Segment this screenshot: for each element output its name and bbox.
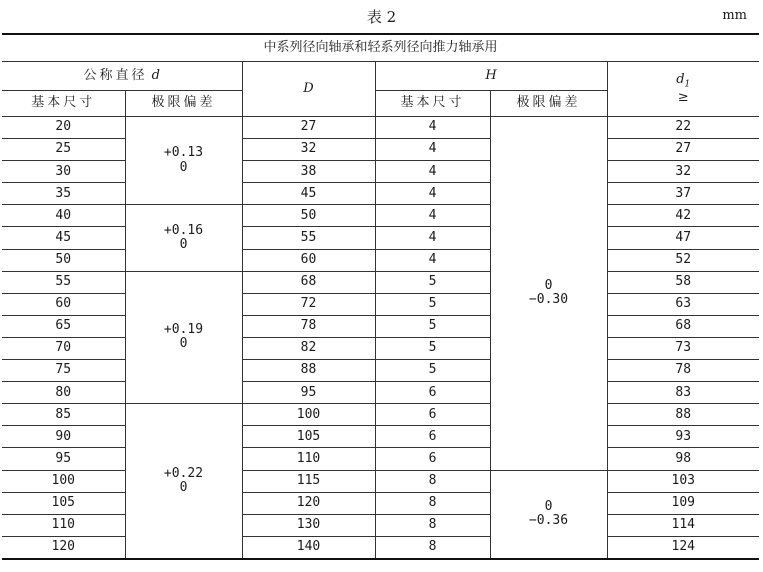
cell-d: 25 — [2, 139, 125, 161]
cell-d1: 83 — [607, 382, 759, 404]
cell-H: 8 — [375, 492, 490, 514]
header-H-limit-deviation: 极限偏差 — [490, 91, 607, 117]
cell-d: 70 — [2, 337, 125, 359]
header-H: H — [375, 62, 607, 91]
cell-d: 110 — [2, 514, 125, 536]
cell-d: 100 — [2, 470, 125, 492]
cell-d1: 47 — [607, 227, 759, 249]
cell-d: 120 — [2, 536, 125, 559]
cell-d: 75 — [2, 360, 125, 382]
table-row — [2, 536, 759, 559]
cell-d: 80 — [2, 382, 125, 404]
cell-d1: 88 — [607, 404, 759, 426]
d-tol-lower: 0 — [179, 480, 188, 496]
cell-d: 40 — [2, 205, 125, 227]
cell-H: 5 — [375, 271, 490, 293]
cell-H: 8 — [375, 470, 490, 492]
cell-D: 115 — [242, 470, 375, 492]
table-title: 中系列径向轴承和轻系列径向推力轴承用 — [2, 34, 759, 62]
table-row — [2, 382, 759, 404]
table-row — [2, 337, 759, 359]
table-row — [2, 448, 759, 470]
cell-H: 4 — [375, 227, 490, 249]
cell-H: 4 — [375, 117, 490, 139]
cell-d1: 114 — [607, 514, 759, 536]
d-tol-upper: +0.22 — [163, 465, 204, 481]
cell-D: 95 — [242, 382, 375, 404]
cell-d: 90 — [2, 426, 125, 448]
cell-H-tolerance — [490, 117, 607, 471]
table-row — [2, 139, 759, 161]
header-d-limit-deviation: 极限偏差 — [125, 91, 242, 117]
cell-d: 35 — [2, 183, 125, 205]
cell-d1: 109 — [607, 492, 759, 514]
d-tol-lower: 0 — [179, 237, 188, 253]
cell-H: 4 — [375, 139, 490, 161]
table-row — [2, 470, 759, 492]
cell-d-tolerance — [125, 404, 242, 559]
header-nominal-diameter-label: 公称直径 — [83, 67, 148, 83]
cell-H: 4 — [375, 161, 490, 183]
cell-D: 120 — [242, 492, 375, 514]
cell-d: 45 — [2, 227, 125, 249]
table-row — [2, 492, 759, 514]
header-H-basic-size: 基本尺寸 — [375, 91, 490, 117]
cell-d1: 32 — [607, 161, 759, 183]
cell-d-tolerance — [125, 117, 242, 205]
cell-D: 130 — [242, 514, 375, 536]
table-row — [2, 161, 759, 183]
cell-d1: 68 — [607, 315, 759, 337]
cell-D: 110 — [242, 448, 375, 470]
cell-H: 6 — [375, 426, 490, 448]
cell-D: 72 — [242, 293, 375, 315]
cell-d: 50 — [2, 249, 125, 271]
cell-d1: 93 — [607, 426, 759, 448]
header-d-symbol: d — [151, 67, 160, 83]
d-tol-upper: +0.19 — [163, 322, 204, 338]
d-tol-upper: +0.16 — [163, 222, 204, 238]
table-row — [2, 271, 759, 293]
H-tol-lower: −0.36 — [528, 513, 569, 529]
cell-D: 50 — [242, 205, 375, 227]
cell-d1: 78 — [607, 360, 759, 382]
header-d1-subscript: 1 — [684, 79, 691, 90]
H-tol-lower: −0.30 — [528, 292, 569, 308]
cell-H: 4 — [375, 205, 490, 227]
unit-label: mm — [722, 8, 747, 23]
cell-D: 32 — [242, 139, 375, 161]
header-D: D — [242, 62, 375, 117]
cell-d: 30 — [2, 161, 125, 183]
cell-d: 55 — [2, 271, 125, 293]
table-row — [2, 183, 759, 205]
cell-H: 4 — [375, 183, 490, 205]
cell-d1: 52 — [607, 249, 759, 271]
cell-H: 8 — [375, 536, 490, 559]
bearing-dimension-table — [2, 33, 759, 560]
table-row — [2, 404, 759, 426]
cell-D: 27 — [242, 117, 375, 139]
cell-D: 100 — [242, 404, 375, 426]
table-row — [2, 249, 759, 271]
table-row — [2, 205, 759, 227]
cell-D: 55 — [242, 227, 375, 249]
cell-d: 65 — [2, 315, 125, 337]
cell-d1: 124 — [607, 536, 759, 559]
cell-H: 4 — [375, 249, 490, 271]
H-tol-upper: 0 — [544, 498, 553, 514]
cell-d1: 42 — [607, 205, 759, 227]
table-row — [2, 315, 759, 337]
d-tol-lower: 0 — [179, 336, 188, 352]
cell-d-tolerance — [125, 205, 242, 271]
table-row — [2, 227, 759, 249]
cell-H: 6 — [375, 448, 490, 470]
cell-d: 95 — [2, 448, 125, 470]
cell-H: 6 — [375, 382, 490, 404]
cell-D: 82 — [242, 337, 375, 359]
cell-H: 6 — [375, 404, 490, 426]
cell-d1: 22 — [607, 117, 759, 139]
cell-D: 78 — [242, 315, 375, 337]
cell-H: 5 — [375, 293, 490, 315]
cell-d1: 98 — [607, 448, 759, 470]
cell-d-tolerance — [125, 271, 242, 404]
cell-d: 85 — [2, 404, 125, 426]
header-d-basic-size: 基本尺寸 — [2, 91, 125, 117]
cell-H: 8 — [375, 514, 490, 536]
cell-D: 68 — [242, 271, 375, 293]
header-d1-sign: ≥ — [677, 89, 689, 105]
cell-D: 60 — [242, 249, 375, 271]
cell-H: 5 — [375, 337, 490, 359]
table-row — [2, 360, 759, 382]
cell-d1: 37 — [607, 183, 759, 205]
cell-d: 20 — [2, 117, 125, 139]
cell-D: 105 — [242, 426, 375, 448]
cell-H: 5 — [375, 315, 490, 337]
table-row — [2, 426, 759, 448]
header-d1-symbol: d — [676, 72, 685, 88]
cell-d: 105 — [2, 492, 125, 514]
cell-d1: 73 — [607, 337, 759, 359]
table-row — [2, 514, 759, 536]
cell-D: 140 — [242, 536, 375, 559]
cell-D: 45 — [242, 183, 375, 205]
d-tol-lower: 0 — [179, 159, 188, 175]
cell-d1: 63 — [607, 293, 759, 315]
cell-d1: 58 — [607, 271, 759, 293]
H-tol-upper: 0 — [544, 277, 553, 293]
table-row — [2, 117, 759, 139]
cell-d: 60 — [2, 293, 125, 315]
cell-D: 88 — [242, 360, 375, 382]
cell-d1: 103 — [607, 470, 759, 492]
header-d1 — [607, 62, 759, 117]
header-nominal-diameter — [2, 62, 242, 91]
cell-D: 38 — [242, 161, 375, 183]
table-caption: 表 2 — [366, 8, 397, 26]
table-row — [2, 293, 759, 315]
cell-H-tolerance — [490, 470, 607, 559]
cell-d1: 27 — [607, 139, 759, 161]
cell-H: 5 — [375, 360, 490, 382]
d-tol-upper: +0.13 — [163, 145, 204, 161]
